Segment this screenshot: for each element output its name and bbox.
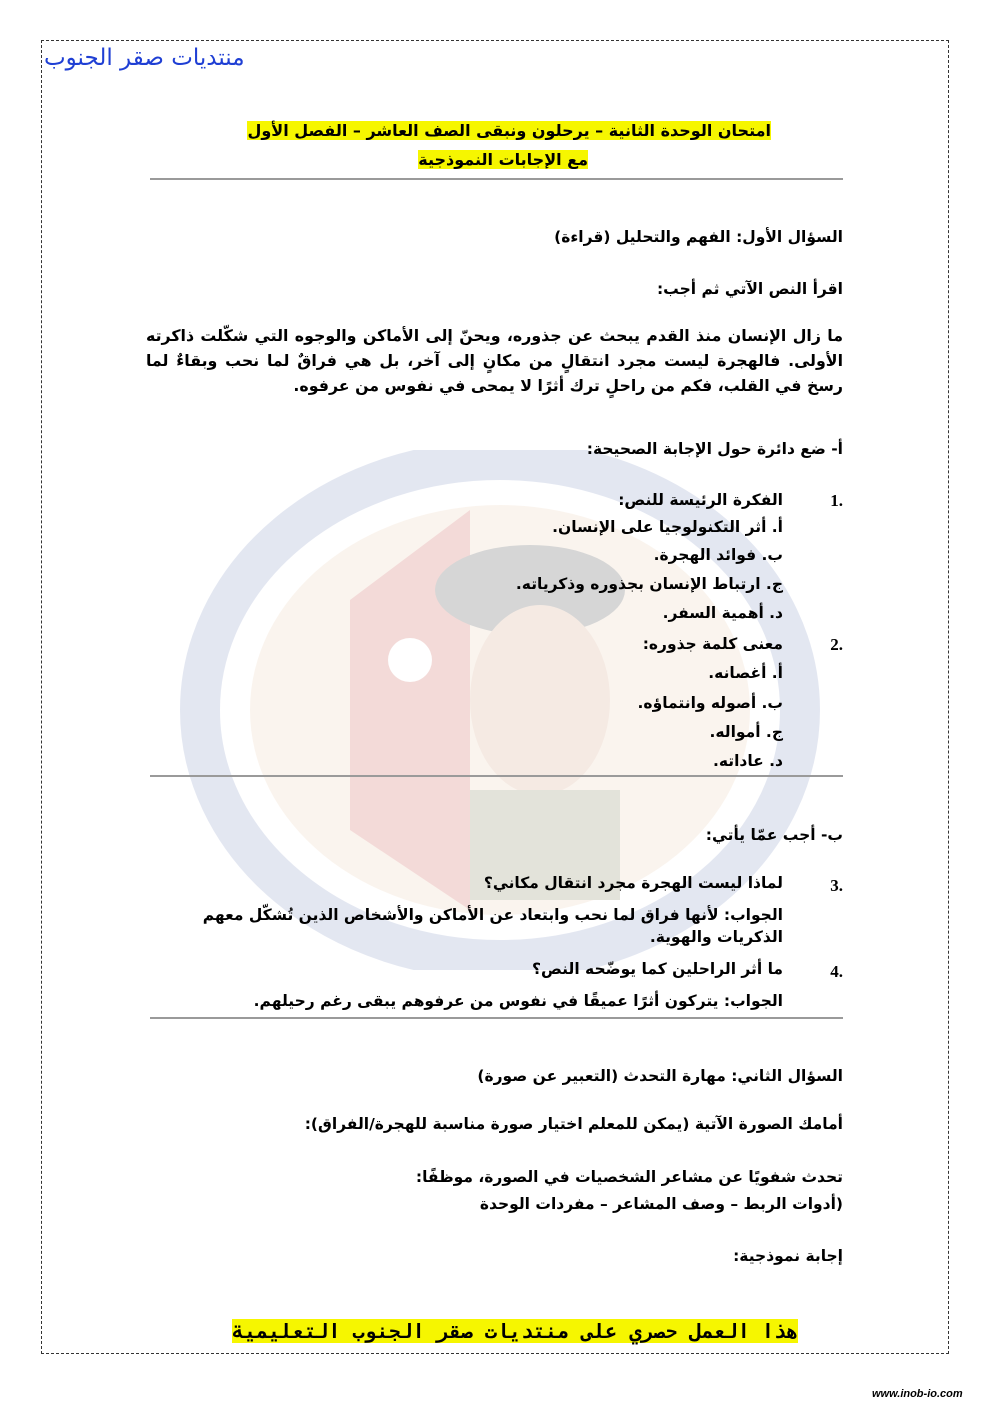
item-stem: الفكرة الرئيسة للنص: — [618, 491, 783, 509]
question-text: لماذا ليست الهجرة مجرد انتقال مكاني؟ — [483, 874, 783, 892]
exclusive-note — [232, 1319, 798, 1343]
option: د. أهمية السفر. — [662, 604, 783, 622]
item-stem: معنى كلمة جذوره: — [642, 635, 783, 653]
q2-task-line2: (أدوات الربط – وصف المشاعر – مفردات الوحدة — [479, 1195, 843, 1213]
option: أ. أثر التكنولوجيا على الإنسان. — [552, 518, 783, 536]
item-number: 1. — [830, 491, 843, 510]
option: ج. ارتباط الإنسان بجذوره وذكرياته. — [515, 575, 783, 593]
divider — [150, 178, 843, 180]
question-text: ما أثر الراحلين كما يوضّحه النص؟ — [532, 960, 783, 978]
item-number: 2. — [830, 635, 843, 654]
exam-title-text: امتحان الوحدة الثانية – يرحلون ونبقى الصف العاشر – الفصل الأول — [247, 121, 771, 140]
option: ب. فوائد الهجرة. — [653, 546, 783, 564]
answer-text: الجواب: يتركون أثرًا عميقًا في نفوس من عرفوهم يبقى رغم رحيلهم. — [253, 992, 783, 1010]
q1-instruction: اقرأ النص الآتي ثم أجب: — [656, 280, 843, 298]
q2-heading: السؤال الثاني: مهارة التحدث (التعبير عن صورة) — [477, 1067, 843, 1085]
option: ب. أصوله وانتماؤه. — [637, 694, 783, 712]
exclusive-note-text: هذا العمل حصري على منتديات صقر الجنوب التعليمية — [232, 1319, 798, 1343]
part-b-heading: ب- أجب عمّا يأتي: — [705, 826, 843, 844]
divider — [150, 775, 843, 777]
exam-subtitle — [418, 150, 588, 169]
q1-heading: السؤال الأول: الفهم والتحليل (قراءة) — [554, 228, 843, 246]
q2-instruction: أمامك الصورة الآتية (يمكن للمعلم اختيار صورة مناسبة للهجرة/الفراق): — [304, 1115, 843, 1133]
item-number: 3. — [830, 876, 843, 895]
reading-passage: ما زال الإنسان منذ القدم يبحث عن جذوره، ويحنّ إلى الأماكن والوجوه التي شكّلت ذاكرته الأولى. فالهجرة ليست مجرد انتقالٍ من مكانٍ إلى آخر، بل هي فراقٌ لما نحب وبقاءٌ لما رسخ في القلب، فكم من راحلٍ ترك أثرًا لا يمحى في نفوس من عرفوه. — [146, 326, 843, 395]
forum-name: منتديات صقر الجنوب — [44, 45, 245, 71]
model-answer-label: إجابة نموذجية: — [733, 1247, 843, 1265]
part-a-heading: أ- ضع دائرة حول الإجابة الصحيحة: — [586, 440, 843, 458]
exam-subtitle-text: مع الإجابات النموذجية — [418, 150, 588, 169]
option: د. عاداته. — [712, 752, 783, 770]
exam-title — [247, 121, 771, 140]
option: ج. أمواله. — [709, 723, 783, 741]
item-number: 4. — [830, 962, 843, 981]
divider — [150, 1017, 843, 1019]
q2-task-line1: تحدث شفويًا عن مشاعر الشخصيات في الصورة، موظفًا: — [415, 1168, 843, 1186]
site-url[interactable]: www.inob-io.com — [872, 1388, 963, 1400]
option: أ. أغصانه. — [708, 664, 783, 682]
answer-text: الجواب: لأنها فراق لما نحب وابتعاد عن الأماكن والأشخاص الذين تُشكّل معهم الذكريات والهوية. — [202, 906, 783, 946]
